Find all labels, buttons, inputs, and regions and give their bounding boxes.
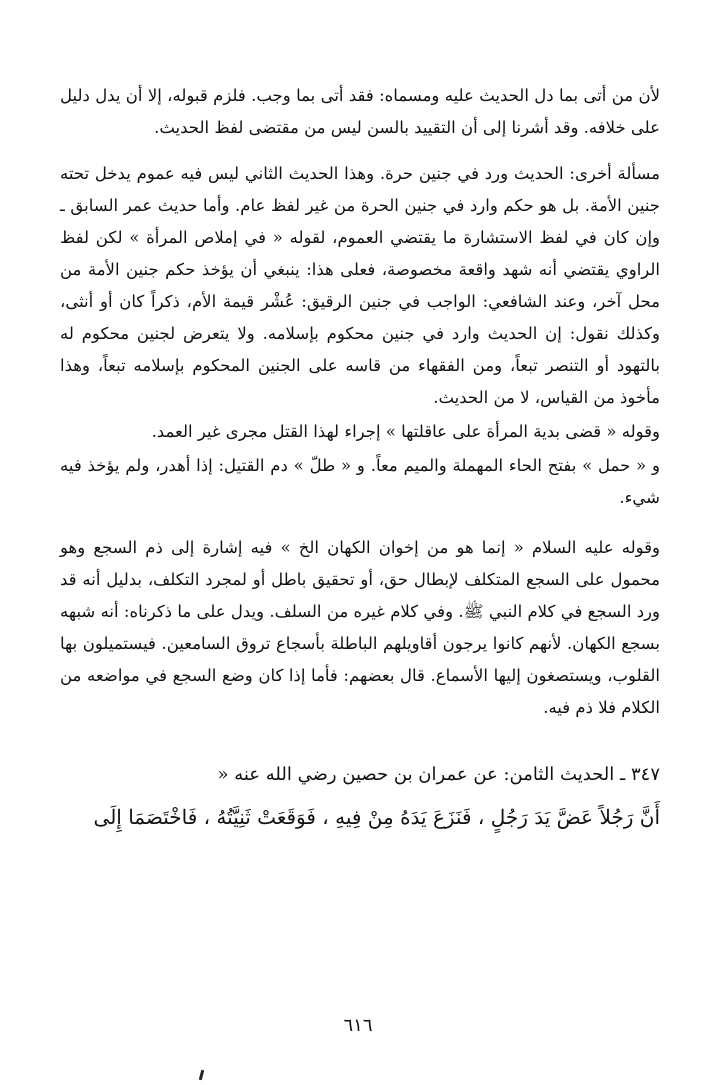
page-number: ٦١٦ [343,1015,373,1036]
paragraph-5: وقوله عليه السلام « إنما هو من إخوان الكهان الخ » فيه إشارة إلى ذم السجع وهو محمول على السجع المتكلف لإبطال حق، أو تحقيق باطل أو لمجرد التكلف، بدليل أنه قد ورد السجع في كلام النبي ﷺ. وفي كلام غيره من السلف. ويدل على ما ذكرناه: أنه شبهه بسجع الكهان. لأنهم كانوا يرجون أقاويلهم الباطلة بأسجاع تروق السامعين. فيستميلون بها القلوب، ويستصغون إليها الأسماع. قال بعضهم: فأما إذا كان وضع السجع في مواضعه من الكلام فلا ذم فيه. [60,538,660,717]
hadith-block [60,754,660,838]
hadith-quote: أَنَّ رَجُلاً عَضَّ يَدَ رَجُلٍ ، فَنَزَعَ يَدَهُ مِنْ فِيهِ ، فَوَقَعَتْ ثَنِيَّتُهُ ، فَاخْتَصَمَا إِلَى [93,805,660,829]
paragraph-4: و « حمل » بفتح الحاء المهملة والميم معاً. و « طلّ » دم القتيل: إذا أهدر، ولم يؤخذ فيه شيء. [60,456,660,507]
scan-mark [199,1070,204,1080]
page-body [60,80,660,1070]
paragraph-2: مسألة أخرى: الحديث ورد في جنين حرة. وهذا الحديث الثاني ليس فيه عموم يدخل تحته جنين الأمة. بل هو حكم وارد في جنين الحرة من غير لفظ عام. وأما حديث عمر السابق ـ وإن كان في لفظ الاستشارة ما يقتضي العموم، لقوله « في إملاص المرأة » لكن لفظ الراوي يقتضي أنه شهد واقعة مخصوصة، فعلى هذا: ينبغي أن يؤخذ حكم جنين الأمة من محل آخر، وعند الشافعي: الواجب في جنين الرقيق: عُشْر قيمة الأم، ذكراً كان أو أنثى، وكذلك نقول: إن الحديث وارد في جنين محكوم بإسلامه. ولا يتعرض لجنين محكوم له بالتهود أو التنصر تبعاً، ومن الفقهاء من قاسه على الجنين المحكوم بإسلامه تبعاً، وهذا مأخوذ من القياس، لا من الحديث. [60,164,660,407]
paragraph-1: لأن من أتى بما دل الحديث عليه ومسماه: فقد أتى بما وجب. فلزم قبوله، إلا أن يدل دليل على خلافه. وقد أشرنا إلى أن التقييد بالسن ليس من مقتضى لفظ الحديث. [60,86,660,137]
hadith-heading: ٣٤٧ ـ الحديث الثامن: عن عمران بن حصين رضي الله عنه « [217,764,660,785]
paragraph-3: وقوله « قضى بدية المرأة على عاقلتها » إجراء لهذا القتل مجرى غير العمد. [151,422,660,441]
